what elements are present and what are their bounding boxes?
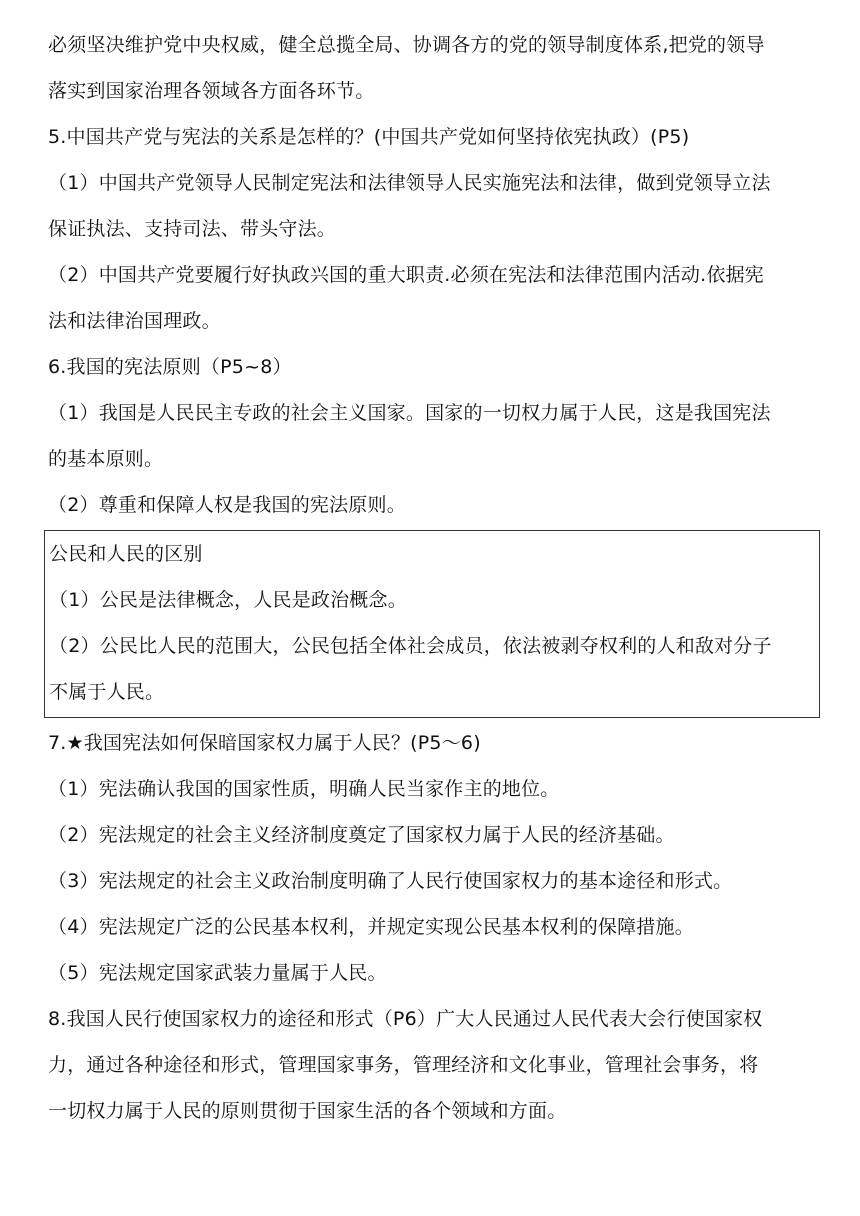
q7-item-4: （4）宪法规定广泛的公民基本权利，并规定实现公民基本权利的保障措施。	[48, 916, 694, 938]
citizen-people-difference-box	[44, 530, 820, 718]
question-7-title: 7.★我国宪法如何保暗国家权力属于人民？(P5～6)	[48, 732, 481, 754]
q6-point-1-line-2: 的基本原则。	[48, 448, 164, 470]
box-title: 公民和人民的区别	[49, 543, 203, 565]
intro-line-1: 必须坚决维护党中央权威，健全总揽全局、协调各方的党的领导制度体系,把党的领导	[48, 34, 765, 56]
question-8-line-1: 8.我国人民行使国家权力的途径和形式（P6）广大人民通过人民代表大会行使国家权	[48, 1008, 763, 1030]
question-8-line-2: 力，通过各种途径和形式，管理国家事务，管理经济和文化事业，管理社会事务，将	[48, 1054, 759, 1076]
question-8-line-3: 一切权力属于人民的原则贯彻于国家生活的各个领域和方面。	[48, 1100, 567, 1122]
q7-item-3: （3）宪法规定的社会主义政治制度明确了人民行使国家权力的基本途径和形式。	[48, 870, 733, 892]
question-5-title: 5.中国共产党与宪法的关系是怎样的？(中国共产党如何坚持依宪执政）(P5)	[48, 126, 690, 148]
question-6-title: 6.我国的宪法原则（P5~8）	[48, 356, 292, 378]
q5-point-2-line-2: 法和法律治国理政。	[48, 310, 221, 332]
q6-point-1-line-1: （1）我国是人民民主专政的社会主义国家。国家的一切权力属于人民，这是我国宪法	[48, 402, 771, 424]
box-point-2-line-2: 不属于人民。	[49, 681, 165, 703]
q7-item-2: （2）宪法规定的社会主义经济制度奠定了国家权力属于人民的经济基础。	[48, 824, 675, 846]
q7-item-1: （1）宪法确认我国的国家性质，明确人民当家作主的地位。	[48, 778, 560, 800]
q6-point-2: （2）尊重和保障人权是我国的宪法原则。	[48, 494, 406, 516]
q5-point-1-line-2: 保证执法、支持司法、带头守法。	[48, 218, 337, 240]
document-page	[48, 22, 818, 1134]
q5-point-2-line-1: （2）中国共产党要履行好执政兴国的重大职责.必须在宪法和法律范围内活动.依据宪	[48, 264, 764, 286]
q5-point-1-line-1: （1）中国共产党领导人民制定宪法和法律领导人民实施宪法和法律，做到党领导立法	[48, 172, 771, 194]
box-point-1: （1）公民是法律概念，人民是政治概念。	[49, 589, 407, 611]
box-point-2-line-1: （2）公民比人民的范围大，公民包括全体社会成员，依法被剥夺权利的人和敌对分子	[49, 635, 772, 657]
q7-item-5: （5）宪法规定国家武装力量属于人民。	[48, 962, 387, 984]
intro-line-2: 落实到国家治理各领域各方面各环节。	[48, 80, 375, 102]
